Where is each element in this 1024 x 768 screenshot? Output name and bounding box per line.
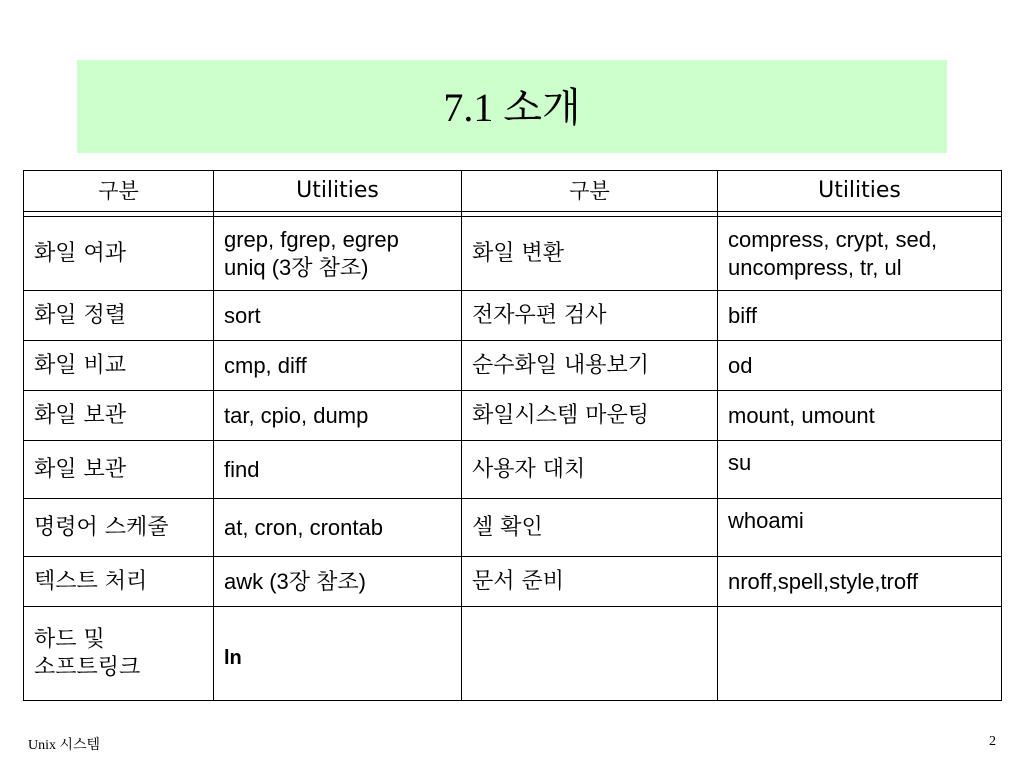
table-row [24, 607, 1002, 701]
category-cell: 화일 보관 [24, 441, 214, 499]
category-cell: 명령어 스케줄 [24, 499, 214, 557]
category-cell: 셀 확인 [462, 499, 718, 557]
utilities-cell [718, 607, 1002, 701]
table-row [24, 341, 1002, 391]
category-line: 소프트링크 [34, 654, 141, 680]
utilities-line: compress, crypt, sed, [728, 227, 938, 252]
utilities-cell: su [718, 441, 1002, 499]
category-cell [24, 607, 214, 701]
slide-title: 7.1 소개 [443, 85, 581, 130]
utilities-cell [214, 217, 462, 291]
page-number: 2 [989, 734, 996, 749]
utilities-line: grep, fgrep, egrep [224, 227, 399, 252]
table-row [24, 217, 1002, 291]
table-row [24, 499, 1002, 557]
table-row [24, 391, 1002, 441]
table-row [24, 557, 1002, 607]
category-line: 하드 및 [34, 627, 105, 652]
header-utilities-2: Utilities [718, 171, 1002, 212]
category-cell: 화일 보관 [24, 391, 214, 441]
header-category-2: 구분 [462, 171, 718, 212]
category-cell: 화일 여과 [24, 217, 214, 291]
utilities-cell: od [718, 341, 1002, 391]
category-cell [462, 607, 718, 701]
header-utilities-1: Utilities [214, 171, 462, 212]
category-cell: 텍스트 처리 [24, 557, 214, 607]
utilities-cell: biff [718, 291, 1002, 341]
table-header-row [24, 171, 1002, 212]
utilities-cell: ln [214, 607, 462, 701]
category-cell: 화일 변환 [462, 217, 718, 291]
utilities-line: uniq (3장 참조) [224, 254, 369, 280]
utilities-cell: nroff,spell,style,troff [718, 557, 1002, 607]
category-cell: 화일시스템 마운팅 [462, 391, 718, 441]
utilities-table [23, 170, 1002, 701]
utilities-cell: sort [214, 291, 462, 341]
category-cell: 사용자 대치 [462, 441, 718, 499]
category-cell: 화일 정렬 [24, 291, 214, 341]
table-row [24, 441, 1002, 499]
title-banner [77, 60, 947, 153]
footer-course-title: Unix 시스템 [28, 738, 101, 753]
utilities-cell: whoami [718, 499, 1002, 557]
category-cell: 화일 비교 [24, 341, 214, 391]
header-category-1: 구분 [24, 171, 214, 212]
utilities-cell: cmp, diff [214, 341, 462, 391]
category-cell: 순수화일 내용보기 [462, 341, 718, 391]
utilities-cell: at, cron, crontab [214, 499, 462, 557]
utilities-cell: find [214, 441, 462, 499]
utilities-cell: mount, umount [718, 391, 1002, 441]
utilities-cell: tar, cpio, dump [214, 391, 462, 441]
table-row [24, 291, 1002, 341]
utilities-cell: awk (3장 참조) [214, 557, 462, 607]
category-cell: 문서 준비 [462, 557, 718, 607]
utilities-line: uncompress, tr, ul [728, 254, 902, 280]
category-cell: 전자우편 검사 [462, 291, 718, 341]
utilities-cell [718, 217, 1002, 291]
